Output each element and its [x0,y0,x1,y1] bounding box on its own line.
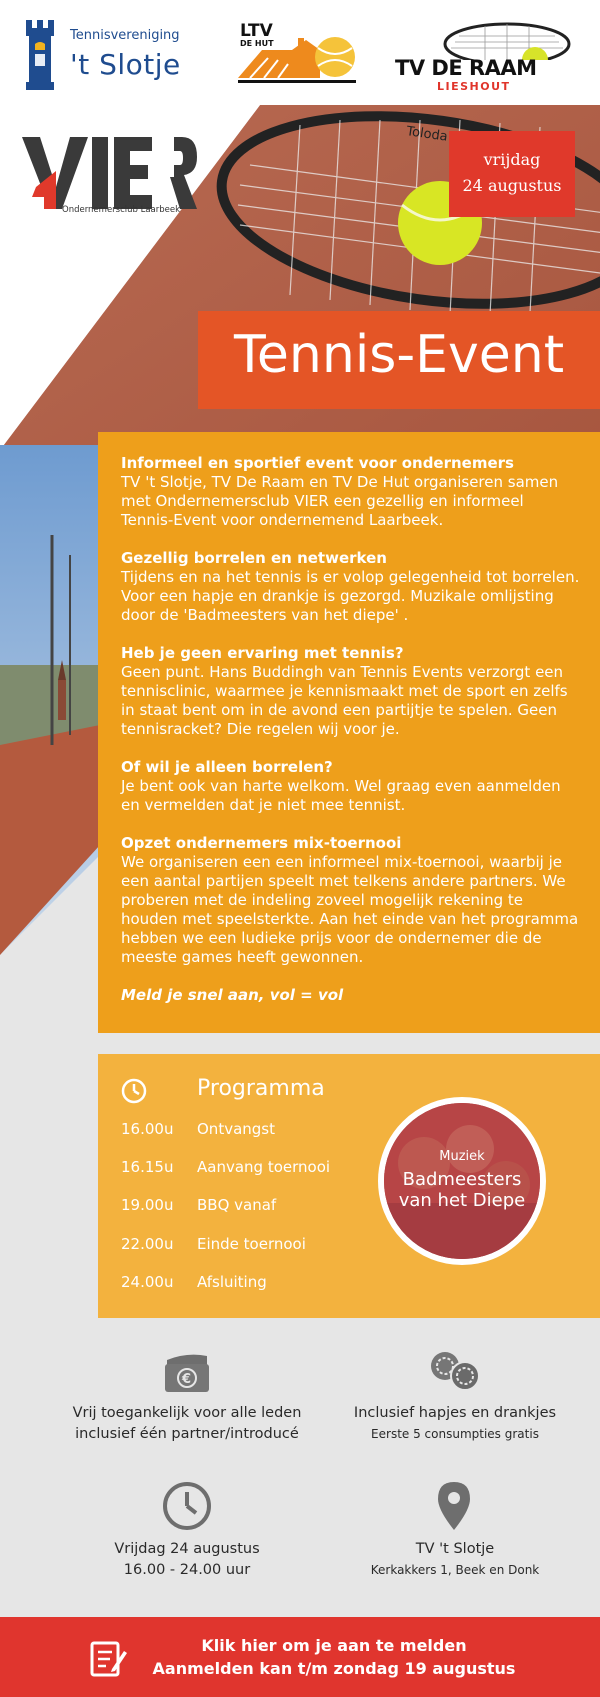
info-section [121,834,580,967]
programme-label: BBQ vanaf [197,1196,277,1214]
info-body: Tijdens en na het tennis is er volop gelegenheid tot borrelen. Voor een hapje en drankje is gezorgd. Muzikale omlijsting door de 'Badmeesters van het diepe' . [121,568,580,624]
clock-icon [161,1480,213,1532]
vier-logo-text: VIER [22,127,25,128]
band-name [384,1169,540,1211]
raam-logo[interactable] [395,20,580,93]
feature-date-sub: 16.00 - 24.00 uur [123,1562,251,1578]
racket-brand: Toloda [405,124,449,145]
feature-date [42,1539,332,1581]
info-section [121,549,580,625]
signup-line1: Klik hier om je aan te melden [201,1636,467,1655]
info-body: Je bent ook van harte welkom. Wel graag even aanmelden en vermelden dat je niet mee tennist. [121,777,561,814]
info-heading: Gezellig borrelen en netwerken [121,549,387,567]
racket-graphic [395,20,580,60]
vier-subtitle: Ondernemersclub Laarbeek [62,205,181,215]
programme-time: 16.15u [121,1158,174,1176]
raam-sub-text: LIESHOUT [437,80,511,93]
date-badge-date: 24 augustus [462,176,562,195]
band-name-line2: van het Diepe [398,1190,526,1211]
money-icon [163,1352,211,1394]
feature-date-main: Vrijdag 24 augustus [114,1541,260,1557]
svg-text:€: € [182,1372,192,1387]
hut-logo-graphic [238,20,363,88]
music-label: Muziek [439,1149,485,1164]
event-title-banner [198,311,600,409]
info-body: Geen punt. Hans Buddingh van Tennis Events verzorgt een tennisclinic, waarmee je kennismaakt met de sport en zelfs in staat bent om in de avond een partijtje te spelen. Geen tennisracket? Die regelen wij voor je. [121,663,568,738]
feature-location-sub: Kerkakkers 1, Beek en Donk [370,1563,540,1577]
date-badge-day: vrijdag [483,150,541,169]
info-heading: Opzet ondernemers mix-toernooi [121,834,402,852]
signup-button[interactable] [0,1617,600,1697]
slotje-label-big: 't Slotje [70,48,181,81]
signup-callout: Meld je snel aan, vol = vol [121,986,344,1004]
event-title: Tennis-Event [234,325,565,385]
music-badge [378,1097,546,1265]
programme-label: Afsluiting [197,1273,267,1291]
feature-food-main: Inclusief hapjes en drankjes [353,1405,557,1421]
feature-access [42,1403,332,1445]
hut-line2: DE HUT [240,39,274,48]
info-section [121,644,580,739]
info-body: TV 't Slotje, TV De Raam en TV De Hut organiseren samen met Ondernemersclub VIER een gezellig en informeel Tennis-Event voor ondernemend Laarbeek. [121,473,559,529]
slotje-label-small: Tennisvereniging [70,28,180,43]
info-heading: Informeel en sportief event voor ondernemers [121,454,514,472]
programme-label: Einde toernooi [197,1235,306,1253]
programme-time: 19.00u [121,1196,174,1214]
info-box [98,432,600,1033]
slotje-logo[interactable] [24,18,204,93]
feature-location [310,1539,600,1580]
info-heading: Of wil je alleen borrelen? [121,758,333,776]
feature-food-sub: Eerste 5 consumpties gratis [371,1427,539,1441]
feature-location-main: TV 't Slotje [415,1541,495,1557]
feature-access-line1: Vrij toegankelijk voor alle leden [72,1405,302,1421]
header-logos [0,0,600,105]
raam-main-text: TV DE RAAM [395,56,537,80]
date-badge [449,131,575,217]
info-heading: Heb je geen ervaring met tennis? [121,644,404,662]
clock-icon [121,1078,147,1104]
coins-icon [427,1350,483,1392]
info-section [121,758,580,815]
feature-access-line2: inclusief één partner/introducé [75,1426,299,1442]
info-section [121,454,580,530]
feature-food [310,1403,600,1444]
tower-icon [26,20,54,90]
hut-logo[interactable] [238,20,363,88]
programme-time: 22.00u [121,1235,174,1253]
programme-time: 16.00u [121,1120,174,1138]
programme-time: 24.00u [121,1273,174,1291]
info-body: We organiseren een een informeel mix-toernooi, waarbij je een aantal partijen speelt met telkens andere partners. We proberen met de indeling zoveel mogelijk rekening te houden met speelsterkte. Aan het einde van het programma hebben we een ludieke prijs voor de ondernemer die de meeste games heeft gewonnen. [121,853,579,966]
hut-line1: LTV [240,21,273,41]
signup-line2: Aanmelden kan t/m zondag 19 augustus [152,1659,516,1678]
band-name-line1: Badmeesters [402,1169,522,1190]
location-pin-icon [436,1480,472,1532]
programme-title: Programma [197,1076,325,1101]
programme-label: Aanvang toernooi [197,1158,331,1176]
programme-label: Ontvangst [197,1120,275,1138]
